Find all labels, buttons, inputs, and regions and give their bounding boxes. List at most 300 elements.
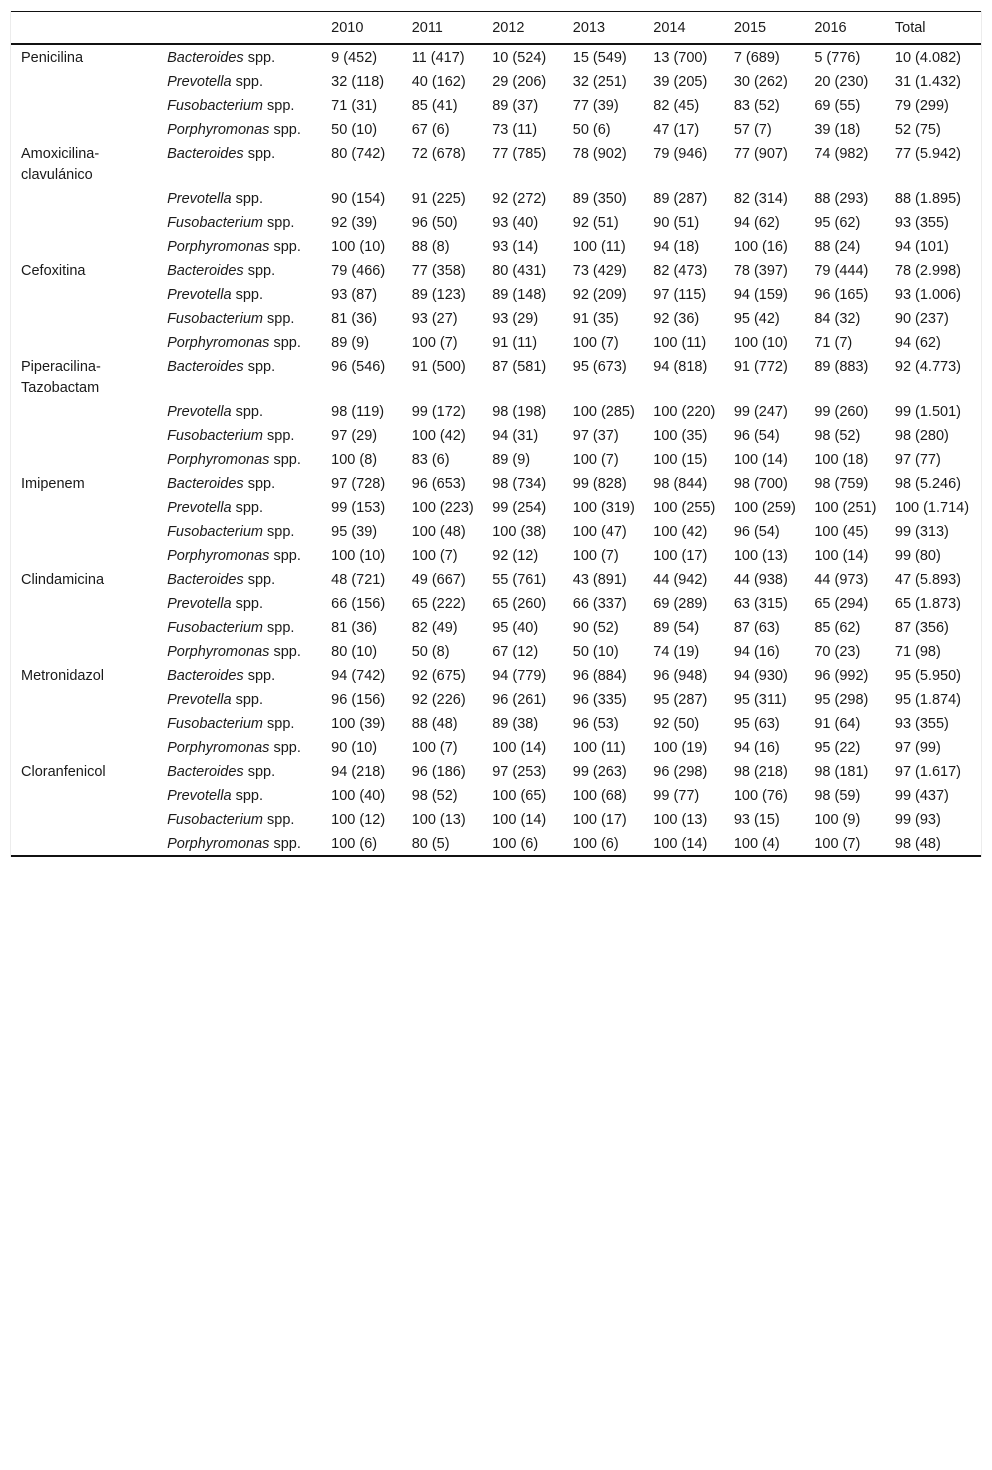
year-cell: 100 (42) — [653, 524, 708, 540]
year-cell: 97 (29) — [331, 428, 378, 444]
year-cell: 100 (17) — [572, 812, 627, 828]
organism-suffix: spp. — [247, 146, 276, 162]
organism-genus: Fusobacterium — [167, 812, 263, 828]
year-cell: 98 (59) — [814, 788, 861, 804]
year-cell: 100 (40) — [331, 788, 386, 804]
year-cell: 95 (63) — [733, 716, 780, 732]
year-cell: 100 (45) — [814, 524, 869, 540]
total-cell: 31 (1.432) — [894, 74, 961, 90]
year-cell: 44 (942) — [653, 572, 708, 588]
antibiotic-name — [11, 282, 167, 306]
year-cell: 100 (7) — [572, 548, 619, 564]
year-cell: 96 (298) — [653, 764, 708, 780]
year-cell: 82 (45) — [653, 98, 700, 114]
organism-genus: Porphyromonas — [167, 122, 270, 138]
year-cell: 91 (11) — [492, 335, 538, 351]
organism-genus: Fusobacterium — [167, 524, 263, 540]
year-cell: 96 (54) — [733, 524, 780, 540]
organism-genus: Prevotella — [167, 596, 232, 612]
year-cell: 91 (500) — [411, 359, 466, 375]
year-cell: 98 (119) — [331, 404, 385, 420]
organism-genus: Fusobacterium — [167, 428, 263, 444]
antibiotic-name — [11, 495, 167, 519]
organism-suffix: spp. — [273, 452, 301, 468]
organism-suffix: spp. — [267, 716, 295, 732]
year-cell: 99 (172) — [411, 404, 466, 420]
year-cell: 77 (358) — [411, 263, 466, 279]
year-cell: 100 (255) — [653, 500, 716, 516]
antibiotic-name: Cloranfenicol — [21, 764, 106, 780]
antibiotic-name — [11, 687, 167, 711]
year-cell: 100 (15) — [653, 452, 708, 468]
organism-suffix: spp. — [267, 812, 295, 828]
year-cell: 40 (162) — [411, 74, 466, 90]
header-year: 2016 — [814, 19, 847, 36]
total-cell: 71 (98) — [894, 644, 941, 660]
table-header — [11, 12, 981, 45]
year-cell: 100 (38) — [492, 524, 547, 540]
year-cell: 96 (53) — [572, 716, 619, 732]
organism-genus: Porphyromonas — [167, 740, 270, 756]
year-cell: 100 (6) — [572, 836, 619, 852]
table-row — [11, 615, 981, 639]
year-cell: 92 (36) — [653, 311, 700, 327]
year-cell: 100 (13) — [733, 548, 788, 564]
year-cell: 29 (206) — [492, 74, 547, 90]
total-cell: 97 (1.617) — [894, 764, 961, 780]
year-cell: 95 (311) — [733, 692, 787, 708]
year-cell: 96 (884) — [572, 668, 627, 684]
year-cell: 57 (7) — [733, 122, 772, 138]
year-cell: 90 (52) — [572, 620, 619, 636]
total-cell: 97 (99) — [894, 740, 941, 756]
antibiotic-name — [11, 234, 167, 258]
year-cell: 98 (759) — [814, 476, 869, 492]
year-cell: 100 (11) — [572, 740, 626, 756]
table-row — [11, 783, 981, 807]
organism-genus: Porphyromonas — [167, 548, 270, 564]
year-cell: 100 (10) — [331, 239, 386, 255]
organism-name — [167, 258, 321, 282]
year-cell: 100 (6) — [331, 836, 378, 852]
year-cell: 66 (337) — [572, 596, 627, 612]
year-cell: 100 (42) — [411, 428, 466, 444]
year-cell: 100 (17) — [653, 548, 708, 564]
year-cell: 100 (7) — [411, 548, 458, 564]
organism-name — [167, 354, 321, 399]
year-cell: 92 (50) — [653, 716, 700, 732]
total-cell: 99 (80) — [894, 548, 941, 564]
antibiotic-name — [11, 93, 167, 117]
year-cell: 100 (6) — [492, 836, 539, 852]
organism-genus: Prevotella — [167, 500, 232, 516]
organism-suffix: spp. — [235, 596, 264, 612]
year-cell: 79 (946) — [653, 146, 708, 162]
year-cell: 100 (223) — [411, 500, 474, 516]
year-cell: 90 (154) — [331, 191, 386, 207]
antibiotic-name — [11, 186, 167, 210]
organism-name — [167, 663, 321, 687]
year-cell: 98 (52) — [814, 428, 861, 444]
year-cell: 67 (12) — [492, 644, 539, 660]
organism-suffix: spp. — [273, 548, 301, 564]
year-cell: 81 (36) — [331, 311, 378, 327]
total-cell: 92 (4.773) — [894, 359, 961, 375]
antibiotic-name — [11, 639, 167, 663]
year-cell: 94 (742) — [331, 668, 386, 684]
year-cell: 44 (938) — [733, 572, 788, 588]
year-cell: 79 (444) — [814, 263, 869, 279]
year-cell: 100 (18) — [814, 452, 869, 468]
year-cell: 77 (39) — [572, 98, 619, 114]
antibiotic-name: Clindamicina — [21, 572, 105, 588]
table-row — [11, 282, 981, 306]
year-cell: 87 (63) — [733, 620, 780, 636]
year-cell: 99 (247) — [733, 404, 788, 420]
table-row — [11, 831, 981, 856]
organism-genus: Fusobacterium — [167, 215, 263, 231]
year-cell: 66 (156) — [331, 596, 386, 612]
year-cell: 95 (298) — [814, 692, 869, 708]
organism-genus: Bacteroides — [167, 50, 244, 66]
year-cell: 83 (52) — [733, 98, 780, 114]
year-cell: 88 (8) — [411, 239, 450, 255]
table-row — [11, 186, 981, 210]
table-row — [11, 543, 981, 567]
year-cell: 100 (19) — [653, 740, 708, 756]
total-cell: 95 (5.950) — [894, 668, 961, 684]
year-cell: 65 (222) — [411, 596, 466, 612]
year-cell: 100 (35) — [653, 428, 708, 444]
table-row — [11, 141, 981, 186]
year-cell: 97 (253) — [492, 764, 547, 780]
year-cell: 94 (31) — [492, 428, 539, 444]
year-cell: 71 (7) — [814, 335, 853, 351]
year-cell: 100 (65) — [492, 788, 547, 804]
total-cell: 93 (355) — [894, 215, 949, 231]
year-cell: 43 (891) — [572, 572, 627, 588]
header-year: 2013 — [572, 19, 606, 36]
table-row — [11, 735, 981, 759]
year-cell: 95 (22) — [814, 740, 861, 756]
year-cell: 100 (251) — [814, 500, 877, 516]
table-row — [11, 423, 981, 447]
organism-suffix: spp. — [273, 335, 301, 351]
year-cell: 47 (17) — [653, 122, 700, 138]
year-cell: 93 (29) — [492, 311, 539, 327]
table-row — [11, 399, 981, 423]
organism-suffix: spp. — [235, 191, 264, 207]
organism-suffix: spp. — [235, 404, 264, 420]
year-cell: 92 (12) — [492, 548, 539, 564]
year-cell: 82 (473) — [653, 263, 708, 279]
year-cell: 95 (62) — [814, 215, 861, 231]
table-row — [11, 591, 981, 615]
organism-genus: Bacteroides — [167, 263, 244, 279]
total-cell: 93 (1.006) — [894, 287, 961, 303]
year-cell: 92 (209) — [572, 287, 627, 303]
year-cell: 99 (828) — [572, 476, 627, 492]
year-cell: 95 (673) — [572, 359, 627, 375]
year-cell: 73 (11) — [492, 122, 538, 138]
year-cell: 96 (54) — [733, 428, 780, 444]
organism-genus: Fusobacterium — [167, 311, 263, 327]
year-cell: 49 (667) — [411, 572, 466, 588]
organism-name — [167, 759, 321, 783]
year-cell: 80 (431) — [492, 263, 547, 279]
year-cell: 100 (14) — [492, 740, 547, 756]
year-cell: 65 (260) — [492, 596, 547, 612]
antibiotic-name — [11, 543, 167, 567]
year-cell: 92 (39) — [331, 215, 378, 231]
year-cell: 94 (62) — [733, 215, 780, 231]
year-cell: 84 (32) — [814, 311, 861, 327]
organism-genus: Bacteroides — [167, 764, 244, 780]
table-row — [11, 306, 981, 330]
year-cell: 80 (10) — [331, 644, 378, 660]
organism-genus: Fusobacterium — [167, 716, 263, 732]
year-cell: 11 (417) — [411, 50, 465, 66]
organism-name — [167, 447, 321, 471]
organism-genus: Porphyromonas — [167, 452, 270, 468]
antibiotic-name — [11, 447, 167, 471]
organism-name — [167, 93, 321, 117]
year-cell: 80 (5) — [411, 836, 450, 852]
year-cell: 88 (293) — [814, 191, 869, 207]
year-cell: 100 (14) — [492, 812, 547, 828]
antibiotic-name: Imipenem — [21, 476, 85, 492]
total-cell: 97 (77) — [894, 452, 941, 468]
total-cell: 98 (280) — [894, 428, 949, 444]
organism-suffix: spp. — [247, 668, 276, 684]
organism-name — [167, 186, 321, 210]
year-cell: 92 (51) — [572, 215, 619, 231]
year-cell: 81 (36) — [331, 620, 378, 636]
year-cell: 83 (6) — [411, 452, 450, 468]
year-cell: 94 (218) — [331, 764, 386, 780]
year-cell: 94 (18) — [653, 239, 700, 255]
year-cell: 96 (186) — [411, 764, 466, 780]
organism-genus: Prevotella — [167, 788, 232, 804]
organism-genus: Prevotella — [167, 287, 232, 303]
total-cell: 78 (2.998) — [894, 263, 961, 279]
year-cell: 69 (55) — [814, 98, 861, 114]
antibiotic-name: Piperacilina-Tazobactam — [21, 359, 101, 396]
organism-name — [167, 282, 321, 306]
year-cell: 73 (429) — [572, 263, 627, 279]
year-cell: 89 (287) — [653, 191, 708, 207]
organism-suffix: spp. — [235, 500, 264, 516]
year-cell: 93 (27) — [411, 311, 458, 327]
year-cell: 100 (7) — [572, 335, 619, 351]
year-cell: 97 (728) — [331, 476, 386, 492]
organism-suffix: spp. — [267, 620, 295, 636]
table-row — [11, 330, 981, 354]
year-cell: 94 (818) — [653, 359, 708, 375]
total-cell: 99 (437) — [894, 788, 949, 804]
organism-name — [167, 69, 321, 93]
organism-name — [167, 495, 321, 519]
year-cell: 85 (41) — [411, 98, 458, 114]
antibiotic-name — [11, 306, 167, 330]
year-cell: 89 (883) — [814, 359, 869, 375]
organism-name — [167, 471, 321, 495]
total-cell: 98 (48) — [894, 836, 941, 852]
antibiotic-name — [11, 735, 167, 759]
antibiotic-name — [11, 711, 167, 735]
year-cell: 91 (64) — [814, 716, 861, 732]
year-cell: 94 (779) — [492, 668, 547, 684]
total-cell: 99 (93) — [894, 812, 941, 828]
organism-genus: Prevotella — [167, 692, 232, 708]
header-blank — [167, 12, 321, 45]
organism-genus: Bacteroides — [167, 668, 244, 684]
year-cell: 90 (51) — [653, 215, 700, 231]
year-cell: 77 (785) — [492, 146, 547, 162]
year-cell: 80 (742) — [331, 146, 386, 162]
organism-suffix: spp. — [267, 311, 295, 327]
year-cell: 100 (47) — [572, 524, 627, 540]
table-row — [11, 711, 981, 735]
year-cell: 100 (11) — [653, 335, 707, 351]
year-cell: 78 (397) — [733, 263, 788, 279]
organism-suffix: spp. — [267, 215, 295, 231]
year-cell: 50 (6) — [572, 122, 611, 138]
antibiotic-name: Penicilina — [21, 50, 84, 66]
year-cell: 85 (62) — [814, 620, 861, 636]
organism-genus: Fusobacterium — [167, 98, 263, 114]
table-row — [11, 93, 981, 117]
year-cell: 44 (973) — [814, 572, 869, 588]
year-cell: 96 (261) — [492, 692, 547, 708]
year-cell: 93 (15) — [733, 812, 780, 828]
year-cell: 98 (844) — [653, 476, 708, 492]
year-cell: 100 (10) — [733, 335, 788, 351]
year-cell: 39 (205) — [653, 74, 708, 90]
year-cell: 82 (314) — [733, 191, 788, 207]
year-cell: 32 (251) — [572, 74, 627, 90]
year-cell: 50 (10) — [331, 122, 378, 138]
year-cell: 100 (14) — [653, 836, 708, 852]
year-cell: 89 (123) — [411, 287, 466, 303]
year-cell: 99 (260) — [814, 404, 869, 420]
year-cell: 100 (48) — [411, 524, 466, 540]
year-cell: 50 (10) — [572, 644, 619, 660]
year-cell: 89 (350) — [572, 191, 627, 207]
organism-suffix: spp. — [247, 572, 276, 588]
organism-name — [167, 210, 321, 234]
organism-name — [167, 306, 321, 330]
organism-suffix: spp. — [235, 74, 264, 90]
year-cell: 98 (734) — [492, 476, 547, 492]
table-row — [11, 687, 981, 711]
year-cell: 100 (68) — [572, 788, 627, 804]
year-cell: 100 (39) — [331, 716, 386, 732]
organism-suffix: spp. — [235, 692, 264, 708]
year-cell: 91 (225) — [411, 191, 466, 207]
organism-name — [167, 591, 321, 615]
organism-name — [167, 543, 321, 567]
year-cell: 63 (315) — [733, 596, 788, 612]
year-cell: 93 (14) — [492, 239, 539, 255]
total-cell: 65 (1.873) — [894, 596, 961, 612]
year-cell: 95 (287) — [653, 692, 708, 708]
organism-genus: Porphyromonas — [167, 836, 270, 852]
year-cell: 96 (335) — [572, 692, 627, 708]
organism-genus: Prevotella — [167, 404, 232, 420]
table-row — [11, 639, 981, 663]
organism-suffix: spp. — [273, 122, 301, 138]
antibiotic-name — [11, 117, 167, 141]
organism-suffix: spp. — [273, 836, 301, 852]
table-row — [11, 354, 981, 399]
antibiotic-name — [11, 69, 167, 93]
year-cell: 100 (7) — [814, 836, 861, 852]
year-cell: 98 (700) — [733, 476, 788, 492]
organism-suffix: spp. — [267, 98, 295, 114]
year-cell: 50 (8) — [411, 644, 450, 660]
year-cell: 95 (42) — [733, 311, 780, 327]
table-row — [11, 44, 981, 69]
year-cell: 100 (14) — [814, 548, 869, 564]
year-cell: 100 (285) — [572, 404, 635, 420]
organism-suffix: spp. — [247, 50, 276, 66]
organism-genus: Fusobacterium — [167, 620, 263, 636]
antibiotic-name — [11, 519, 167, 543]
year-cell: 78 (902) — [572, 146, 627, 162]
year-cell: 100 (7) — [411, 740, 458, 756]
organism-name — [167, 783, 321, 807]
year-cell: 94 (16) — [733, 740, 780, 756]
year-cell: 96 (653) — [411, 476, 466, 492]
organism-genus: Bacteroides — [167, 359, 244, 375]
organism-genus: Bacteroides — [167, 572, 244, 588]
year-cell: 91 (35) — [572, 311, 619, 327]
year-cell: 39 (18) — [814, 122, 861, 138]
susceptibility-table-container — [10, 11, 982, 857]
year-cell: 9 (452) — [331, 50, 378, 66]
organism-name — [167, 735, 321, 759]
year-cell: 90 (10) — [331, 740, 378, 756]
total-cell: 99 (313) — [894, 524, 949, 540]
total-cell: 98 (5.246) — [894, 476, 961, 492]
year-cell: 94 (930) — [733, 668, 788, 684]
table-row — [11, 69, 981, 93]
year-cell: 92 (226) — [411, 692, 466, 708]
year-cell: 70 (23) — [814, 644, 861, 660]
total-cell: 79 (299) — [894, 98, 949, 114]
antibiotic-name: Metronidazol — [21, 668, 105, 684]
organism-suffix: spp. — [235, 788, 264, 804]
year-cell: 96 (156) — [331, 692, 386, 708]
year-cell: 15 (549) — [572, 50, 627, 66]
year-cell: 100 (4) — [733, 836, 780, 852]
table-row — [11, 759, 981, 783]
table-row — [11, 519, 981, 543]
year-cell: 30 (262) — [733, 74, 788, 90]
organism-genus: Bacteroides — [167, 146, 244, 162]
organism-name — [167, 399, 321, 423]
organism-suffix: spp. — [247, 476, 276, 492]
year-cell: 93 (40) — [492, 215, 539, 231]
organism-name — [167, 831, 321, 856]
susceptibility-table — [11, 11, 981, 857]
year-cell: 96 (50) — [411, 215, 458, 231]
antibiotic-name — [11, 615, 167, 639]
table-row — [11, 567, 981, 591]
organism-name — [167, 141, 321, 186]
organism-suffix: spp. — [273, 644, 301, 660]
